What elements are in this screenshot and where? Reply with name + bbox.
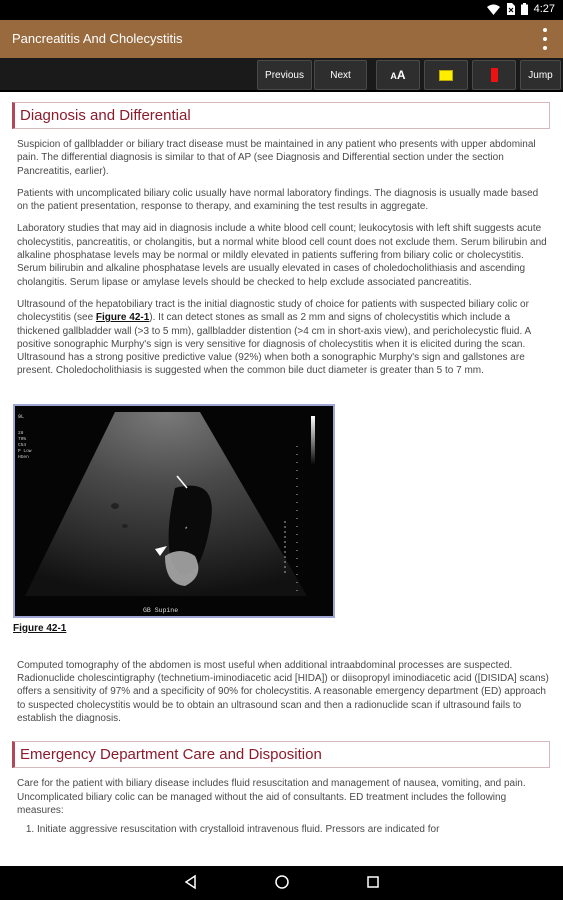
yellow-swatch-icon <box>439 70 453 81</box>
section-heading-diagnosis: Diagnosis and Differential <box>12 102 550 129</box>
ultrasound-image[interactable] <box>13 404 335 618</box>
red-swatch-icon <box>491 68 498 82</box>
treatment-list <box>37 823 550 836</box>
jump-button[interactable] <box>520 60 561 90</box>
figure-caption[interactable]: Figure 42-1 <box>13 622 67 634</box>
next-label: Next <box>330 69 351 81</box>
font-size-button[interactable] <box>376 60 420 90</box>
highlight-red-button[interactable] <box>472 60 516 90</box>
paragraph: Care for the patient with biliary disease includes fluid resuscitation and management of nausea, vomiting, and pain. Uncomplicated biliary colic can be managed without the aid of consultants. ED treatment includes the following measures: <box>17 778 526 816</box>
app-title: Pancreatitis And Cholecystitis <box>12 31 183 46</box>
status-time: 4:27 <box>533 3 555 15</box>
svg-text:HGen: HGen <box>18 454 29 460</box>
paragraph: Suspicion of gallbladder or biliary tract disease must be maintained in any patient who presents with upper abdominal pain. The differential diagnosis is similar to that of AP (see Diagnosis and Differential section under the section Pancreatitis, earlier). <box>17 139 536 177</box>
overflow-menu-icon[interactable] <box>541 28 549 50</box>
next-button[interactable] <box>314 60 367 90</box>
paragraph <box>17 298 550 378</box>
svg-text:70%: 70% <box>18 436 27 442</box>
svg-text:*: * <box>185 526 188 533</box>
paragraph: Patients with uncomplicated biliary colic usually have normal laboratory findings. The diagnosis is usually made based on the patient presentation, response to therapy, and examining the test results in aggregate. <box>17 187 539 213</box>
battery-icon <box>521 3 528 15</box>
reader-toolbar <box>0 58 563 92</box>
home-icon[interactable] <box>274 874 290 895</box>
text-run: Ultrasound of the hepatobiliary tract is the initial diagnostic study of choice for patients with suspected biliary colic or cholecystitis (see <box>17 298 529 324</box>
figure-scan-label: GB Supine <box>143 606 179 614</box>
article-content[interactable] <box>0 94 563 866</box>
recents-icon[interactable] <box>365 874 381 895</box>
jump-label: Jump <box>528 69 553 81</box>
figure <box>13 404 550 636</box>
section-heading-ed-care: Emergency Department Care and Disposition <box>12 741 550 768</box>
svg-text:9L: 9L <box>18 413 25 420</box>
list-item: 1. Initiate aggressive resuscitation with crystalloid intravenous fluid. Pressors are indicated for <box>37 823 550 836</box>
previous-button[interactable] <box>257 60 312 90</box>
app-bar <box>0 20 563 58</box>
highlight-yellow-button[interactable] <box>424 60 468 90</box>
svg-text:28: 28 <box>18 430 24 436</box>
text-run: ). It can detect stones as small as 2 mm and signs of cholecystitis which include a thickened gallbladder wall (>3 to 5 mm), gallbladder distention (>4 cm in short-axis view), and pericholecystic fluid. A positive sonographic Murphy's sign is very sensitive for diagnosis of cholecystitis when it is elicited during the scan. Ultrasound has a strong positive predictive value (92%) when both a sonographic Murphy's sign and gallstones are present. Choledocholithiasis is suggested when the common bile duct diameter is greater than 5 to 7 mm. <box>17 312 531 377</box>
system-nav-bar <box>0 866 563 900</box>
font-size-icon: AA <box>390 68 406 82</box>
status-bar <box>0 0 563 20</box>
svg-text:P Low: P Low <box>18 448 32 454</box>
back-icon[interactable] <box>183 874 199 895</box>
status-icons <box>487 3 555 15</box>
wifi-icon <box>487 4 500 15</box>
no-sim-icon <box>506 3 515 15</box>
paragraph: Computed tomography of the abdomen is most useful when additional intraabdominal processes are suspected. Radionuclide cholescintigraphy (technetium-iminodiacetic acid [HIDA]) or diisopropyl iminodiacetic acid ([DISIDA] scans) offers a sensitivity of 97% and a specificity of 90% for cholecystitis. A reasonable emergency department (ED) approach to suspected cholecystitis would be to obtain an ultrasound scan and then a radionuclide scan if ultrasound fails to establish the diagnosis. <box>17 659 549 724</box>
svg-text:C54: C54 <box>18 442 27 448</box>
paragraph: Laboratory studies that may aid in diagnosis include a white blood cell count; leukocytosis with left shift suggests acute cholecystitis, pancreatitis, or cholangitis, but a normal white blood cell count does not exclude them. Serum bilirubin and alkaline phosphatase levels may be normal or mildly elevated in patients suffering from biliary colic or cholecystitis. Serum bilirubin and alkaline phosphatase levels are usually elevated in cases of choledocholithiasis and ascending cholangitis. Serum lipase or amylase levels should be checked to help exclude associated pancreatitis. <box>17 223 547 288</box>
previous-label: Previous <box>265 69 304 81</box>
figure-link[interactable]: Figure 42-1 <box>95 312 150 324</box>
